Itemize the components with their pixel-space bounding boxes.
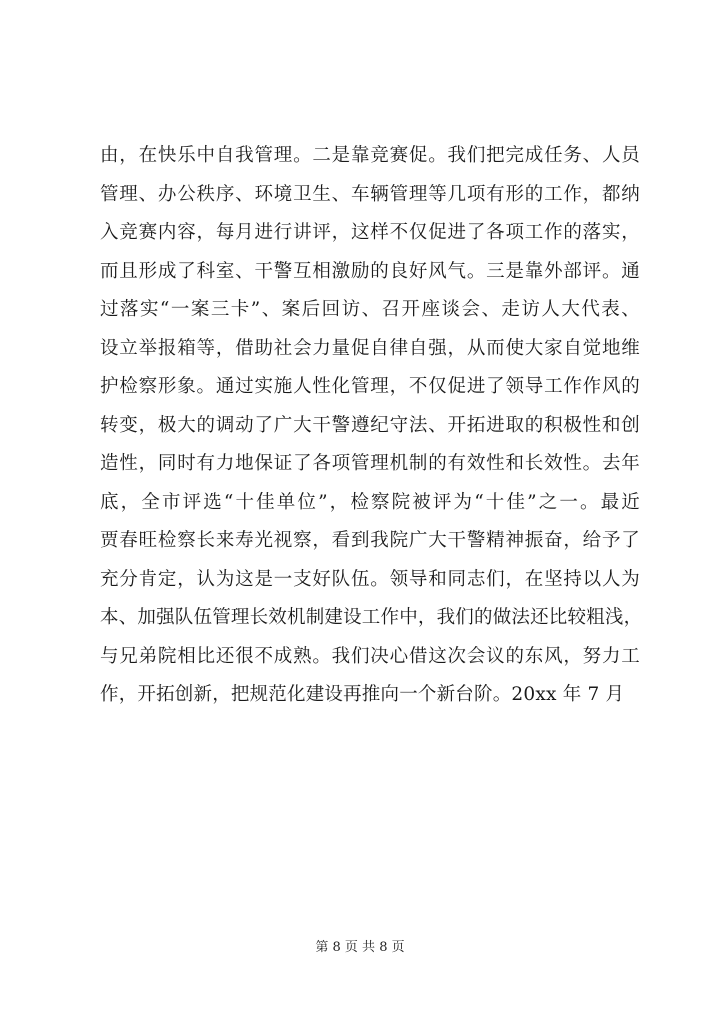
text-line: 入竞赛内容，每月进行讲评，这样不仅促进了各项工作的落实， xyxy=(100,222,640,243)
text-line: 转变，极大的调动了广大干警遵纪守法、开拓进取的积极性和创 xyxy=(100,414,640,436)
text-line: 充分肯定，认为这是一支好队伍。领导和同志们，在坚持以人为 xyxy=(100,568,640,590)
text-line: 本、加强队伍管理长效机制建设工作中，我们的做法还比较粗浅， xyxy=(100,607,643,628)
text-line-last: 作，开拓创新，把规范化建设再推向一个新台阶。20xx 年 7 月 xyxy=(100,684,625,705)
text-line: 造性，同时有力地保证了各项管理机制的有效性和长效性。去年 xyxy=(100,453,640,474)
body-text xyxy=(100,137,643,715)
text-line: 过落实“一案三卡”、案后回访、召开座谈会、走访人大代表、 xyxy=(100,299,640,320)
text-line: 底，全市评选“十佳单位”，检察院被评为“十佳”之一。最近 xyxy=(100,491,640,513)
text-line: 护检察形象。通过实施人性化管理，不仅促进了领导工作作风的 xyxy=(100,376,640,397)
text-line: 管理、办公秩序、环境卫生、车辆管理等几项有形的工作，都纳 xyxy=(100,183,640,205)
text-line: 贾春旺检察长来寿光视察，看到我院广大干警精神振奋，给予了 xyxy=(100,530,640,551)
text-line: 与兄弟院相比还很不成熟。我们决心借这次会议的东风，努力工 xyxy=(100,645,640,667)
text-line: 设立举报箱等，借助社会力量促自律自强，从而使大家自觉地维 xyxy=(100,337,640,359)
page-number-footer: 第 8 页 共 8 页 xyxy=(315,940,405,955)
text-line: 而且形成了科室、干警互相激励的良好风气。三是靠外部评。通 xyxy=(100,260,640,282)
text-line: 由，在快乐中自我管理。二是靠竞赛促。我们把完成任务、人员 xyxy=(100,145,640,166)
